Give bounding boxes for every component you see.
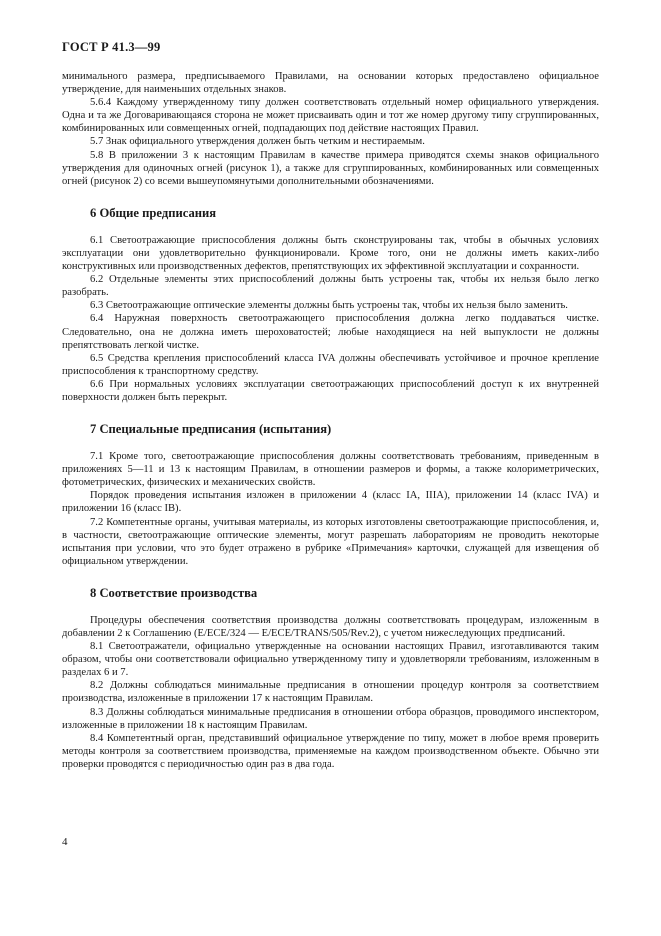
- paragraph: 6.5 Средства крепления приспособлений класса IVA должны обеспечивать устойчивое и прочное крепление приспособления к транспортному средству.: [62, 352, 599, 377]
- paragraph: 5.7 Знак официального утверждения должен быть четким и нестираемым.: [90, 136, 425, 148]
- paragraph: 5.8 В приложении 3 к настоящим Правилам в качестве примера приводятся схемы знаков официального утверждения для одиночных огней (рисунок 1), а также для сгруппированных, комбинированных или совмещенных огней (рисунок 2) со всеми вышеупомянутыми дополнительными обозначениями.: [62, 149, 599, 187]
- section-heading: 8 Соответствие производства: [90, 585, 258, 600]
- paragraph: Порядок проведения испытания изложен в приложении 4 (класс IA, IIIA), приложении 14 (класс IVA) и приложении 16 (класс IB).: [62, 490, 599, 515]
- paragraph: Процедуры обеспечения соответствия производства должны соответствовать процедурам, изложенным в добавлении 2 к Соглашению (E/ECE/324 — E/ECE/TRANS/505/Rev.2), с учетом нижеследующих предписаний.: [62, 614, 599, 639]
- paragraph: 5.6.4 Каждому утвержденному типу должен соответствовать отдельный номер официального утверждения. Одна и та же Договаривающаяся сторона не может присваивать один и тот же номер другому типу сгруппированных, комбинированных или совмещенных огней, подпадающих под действие настоящих Правил.: [62, 97, 599, 135]
- paragraph: 8.1 Светоотражатели, официально утвержденные на основании настоящих Правил, изготавливаются таким образом, чтобы они соответствовали официально утвержденному типу и удовлетворяли требованиям, изложенным в разделах 6 и 7.: [62, 641, 599, 679]
- section-heading: 6 Общие предписания: [90, 205, 217, 220]
- page-number: 4: [62, 836, 68, 848]
- paragraph: 8.2 Должны соблюдаться минимальные предписания в отношении процедур контроля за соответствием производства, изложенные в приложении 17 к настоящим Правилам.: [62, 680, 599, 705]
- paragraph: 6.4 Наружная поверхность светоотражающего приспособления должна легко поддаваться чистке. Следовательно, она не должна иметь шероховатостей; любые находящиеся на ней выпуклости не должны препятствовать легкой чистке.: [62, 313, 599, 351]
- section-heading: 7 Специальные предписания (испытания): [90, 422, 332, 437]
- document-header: ГОСТ Р 41.3—99: [62, 40, 161, 54]
- paragraph: 6.2 Отдельные элементы этих приспособлений должны быть устроены так, чтобы их нельзя было легко разобрать.: [62, 274, 599, 299]
- paragraph: 6.3 Светоотражающие оптические элементы должны быть устроены так, чтобы их нельзя было заменить.: [90, 300, 568, 312]
- document-body: [62, 70, 599, 771]
- paragraph: 6.6 При нормальных условиях эксплуатации светоотражающих приспособлений доступ к их внутренней поверхности должен быть перекрыт.: [62, 378, 599, 403]
- paragraph: 6.1 Светоотражающие приспособления должны быть сконструированы так, чтобы в обычных условиях эксплуатации они удовлетворительно функционировали. Кроме того, они не должны иметь каких-либо конструктивных или производственных дефектов, препятствующих их эффективной эксплуатации и сохранности.: [62, 234, 599, 273]
- paragraph: 8.3 Должны соблюдаться минимальные предписания в отношении отбора образцов, проводимого инспектором, изложенные в приложении 18 к настоящим Правилам.: [62, 706, 599, 731]
- paragraph: 7.2 Компетентные органы, учитывая материалы, из которых изготовлены светоотражающие приспособления, и, в частности, светоотражающие оптические элементы, могут разрешать лабораториям не проводить некоторые испытания при условии, что это будет отражено в рубрике «Примечания» карточки, служащей для извещения об официальном утверждении.: [62, 516, 599, 567]
- paragraph: 7.1 Кроме того, светоотражающие приспособления должны соответствовать требованиям, приведенным в приложениях 5—11 и 13 к настоящим Правилам, в отношении размеров и формы, а также колориметрических, фотометрических, физических и механических свойств.: [62, 451, 599, 489]
- paragraph: 8.4 Компетентный орган, представивший официальное утверждение по типу, может в любое время проверить методы контроля за соответствием производства, применяемые на каждом производственном объекте. Обычно эти проверки проводятся с периодичностью один раз в два года.: [62, 732, 599, 770]
- paragraph: минимального размера, предписываемого Правилами, на основании которых предоставлено официальное утверждение, для наименьших отдельных знаков.: [62, 71, 599, 96]
